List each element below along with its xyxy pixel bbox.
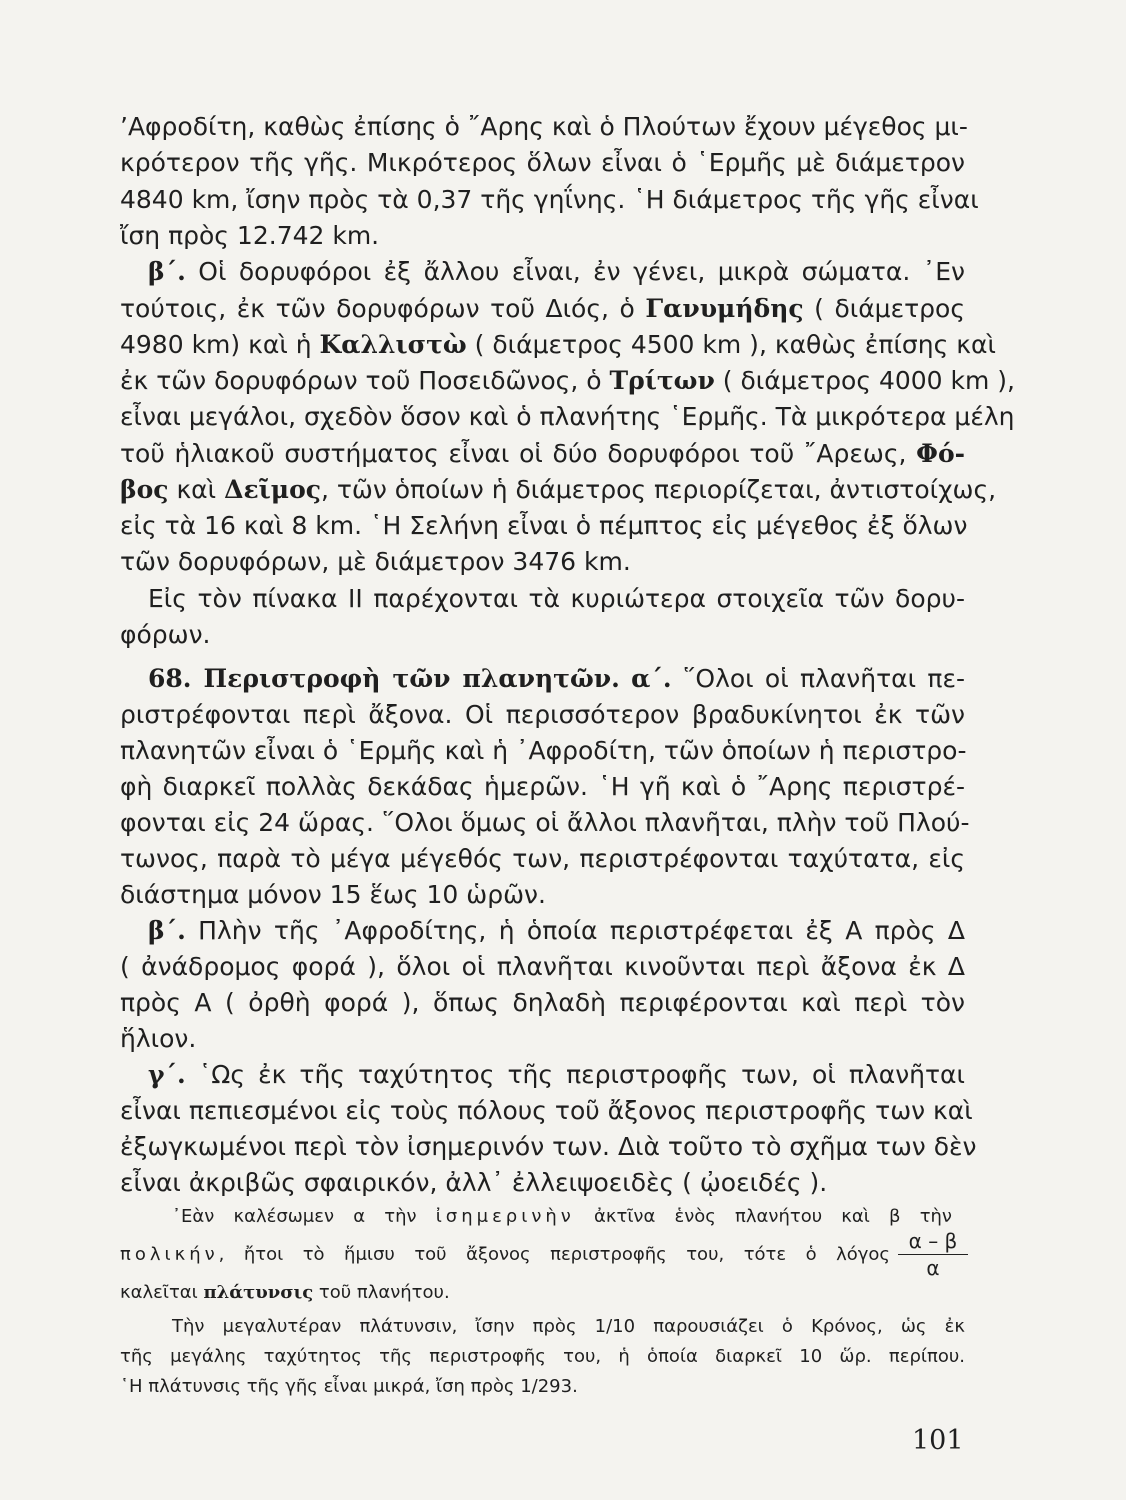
footnote-line <box>172 1204 952 1230</box>
text-run: 4980 km) καὶ ἡ <box>120 330 320 359</box>
text-run: τοῦ πλανήτου. <box>313 1282 450 1303</box>
text-run: ( διάμετρος 4000 km ), <box>714 366 1015 395</box>
text-line: τῶν δορυφόρων, μὲ διάμετρον 3476 km. <box>120 547 631 576</box>
text-run: Πλὴν τῆς ᾿Αφροδίτης, ἡ ὁποία περιστρέφεται ἐξ Α πρὸς Δ <box>185 916 965 945</box>
text-line <box>120 473 997 507</box>
text-run: τοῦ ἡλιακοῦ συστήματος εἶναι οἱ δύο δορυφόροι τοῦ ῎Αρεως, <box>120 439 917 468</box>
term-deimos: Δεῖμος <box>224 475 321 504</box>
text-line: ριστρέφονται περὶ ἄξονα. Οἱ περισσότερον βραδυκίνητοι ἐκ τῶν <box>120 700 965 729</box>
term-equatorial: ἰσημερινὴν <box>435 1206 575 1227</box>
text-line <box>120 328 996 362</box>
text-run: ( διάμετρος 4500 km ), καθὼς ἐπίσης καὶ <box>466 330 996 359</box>
text-run: ᾿Εὰν καλέσωμεν α τὴν <box>172 1206 436 1227</box>
text-line: διάστημα μόνον 15 ἕως 10 ὡρῶν. <box>120 880 546 909</box>
text-run: τούτοις, ἐκ τῶν δορυφόρων τοῦ Διός, ὁ <box>120 294 646 323</box>
text-line <box>148 255 965 289</box>
text-line: εἶναι μεγάλοι, σχεδὸν ὅσον καὶ ὁ πλανήτης ῾Ερμῆς. Τὰ μικρότερα μέλη <box>120 402 1015 431</box>
footnote-line: ῾Η πλάτυνσις τῆς γῆς εἶναι μικρά, ἴση πρὸς 1/293. <box>120 1376 578 1397</box>
text-line: κρότερον τῆς γῆς. Μικρότερος ὅλων εἶναι ὁ ῾Ερμῆς μὲ διάμετρον <box>120 148 965 177</box>
text-line: ’Αφροδίτη, καθὼς ἐπίσης ὁ ῎Αρης καὶ ὁ Πλούτων ἔχουν μέγεθος μι- <box>120 112 968 141</box>
paragraph-label: β΄. <box>148 257 186 286</box>
fraction-denominator: α <box>926 1256 940 1280</box>
term-callisto: Καλλιστὼ <box>319 330 467 359</box>
text-run: καὶ <box>168 475 225 504</box>
text-run: ῞Ολοι οἱ πλανῆται πε- <box>671 664 966 693</box>
text-run: , ἤτοι τὸ ἥμισυ τοῦ ἄξονος περιστροφῆς του, τότε ὁ λόγος <box>218 1244 890 1265</box>
text-line: πρὸς Α ( ὀρθὴ φορά ), ὅπως δηλαδὴ περιφέρονται καὶ περὶ τὸν <box>120 988 965 1017</box>
footnote-line <box>120 1242 890 1268</box>
term-phobos-cont: βος <box>120 475 169 504</box>
text-run: ( διάμετρος <box>803 294 965 323</box>
text-line: ( ἀνάδρομος φορά ), ὅλοι οἱ πλανῆται κινοῦνται περὶ ἄξονα ἐκ Δ <box>120 952 965 981</box>
text-run: ἀκτῖνα ἑνὸς πλανήτου καὶ β τὴν <box>574 1206 952 1227</box>
paragraph-label: β΄. <box>148 916 186 945</box>
term-ganymede: Γανυμήδης <box>645 294 804 323</box>
text-line <box>148 1058 965 1092</box>
text-line: 4840 km, ἴσην πρὸς τὰ 0,37 τῆς γηΐνης. ῾Η διάμετρος τῆς γῆς εἶναι <box>120 185 979 214</box>
text-line: Εἰς τὸν πίνακα ΙΙ παρέχονται τὰ κυριώτερα στοιχεῖα τῶν δορυ- <box>148 584 965 613</box>
text-run: Οἱ δορυφόροι ἐξ ἄλλου εἶναι, ἐν γένει, μικρὰ σώματα. ᾿Εν <box>185 257 965 286</box>
text-line: φόρων. <box>120 620 211 649</box>
text-line: ἥλιον. <box>120 1024 197 1053</box>
footnote-line: Τὴν μεγαλυτέραν πλάτυνσιν, ἴσην πρὸς 1/10 παρουσιάζει ὁ Κρόνος, ὡς ἐκ <box>172 1316 965 1337</box>
term-triton: Τρίτων <box>609 366 715 395</box>
text-line <box>148 914 965 948</box>
text-run: καλεῖται <box>120 1282 204 1303</box>
text-line: φονται εἰς 24 ὥρας. ῞Ολοι ὅμως οἱ ἄλλοι πλανῆται, πλὴν τοῦ Πλού- <box>120 808 970 837</box>
text-line <box>120 364 1015 398</box>
text-line <box>120 437 965 471</box>
text-run: ῾Ως ἐκ τῆς ταχύτητος τῆς περιστροφῆς των, οἱ πλανῆται <box>185 1060 965 1089</box>
text-line: φὴ διαρκεῖ πολλὰς δεκάδας ἡμερῶν. ῾Η γῆ καὶ ὁ ῎Αρης περιστρέ- <box>120 772 965 801</box>
term-phobos: Φό- <box>916 439 965 468</box>
text-line: ἴση πρὸς 12.742 km. <box>120 221 380 250</box>
text-line: εἰς τὰ 16 καὶ 8 km. ῾Η Σελήνη εἶναι ὁ πέμπτος εἰς μέγεθος ἐξ ὅλων <box>120 511 968 540</box>
text-line: πλανητῶν εἶναι ὁ ῾Ερμῆς καὶ ἡ ᾿Αφροδίτη, τῶν ὁποίων ἡ περιστρο- <box>120 736 967 765</box>
fraction-numerator: α – β <box>898 1228 968 1255</box>
section-heading-line <box>148 662 965 696</box>
text-line <box>120 292 965 326</box>
fraction-formula <box>898 1228 968 1281</box>
section-heading: 68. Περιστροφὴ τῶν πλανητῶν. <box>148 664 620 693</box>
term-flattening: πλάτυνσις <box>203 1282 314 1303</box>
term-polar: πολικήν <box>120 1244 219 1265</box>
paragraph-label: γ΄. <box>148 1060 186 1089</box>
text-run: , τῶν ὁποίων ἡ διάμετρος περιορίζεται, ἀντιστοίχως, <box>320 475 997 504</box>
page-number: 101 <box>912 1425 964 1456</box>
text-line: εἶναι ἀκριβῶς σφαιρικόν, ἀλλ᾿ ἐλλειψοειδὲς ( ᾠοειδές ). <box>120 1168 828 1197</box>
footnote-line: τῆς μεγάλης ταχύτητος τῆς περιστροφῆς του, ἡ ὁποία διαρκεῖ 10 ὥρ. περίπου. <box>120 1346 965 1367</box>
text-line: τωνος, παρὰ τὸ μέγα μέγεθός των, περιστρέφονται ταχύτατα, εἰς <box>120 844 965 873</box>
footnote-line <box>120 1280 965 1306</box>
text-line: εἶναι πεπιεσμένοι εἰς τοὺς πόλους τοῦ ἄξονος περιστροφῆς των καὶ <box>120 1096 973 1125</box>
text-run: ἐκ τῶν δορυφόρων τοῦ Ποσειδῶνος, ὁ <box>120 366 610 395</box>
text-line: ἐξωγκωμένοι περὶ τὸν ἰσημερινόν των. Διὰ τοῦτο τὸ σχῆμα των δὲν <box>120 1132 977 1161</box>
paragraph-label: α΄. <box>631 664 672 693</box>
